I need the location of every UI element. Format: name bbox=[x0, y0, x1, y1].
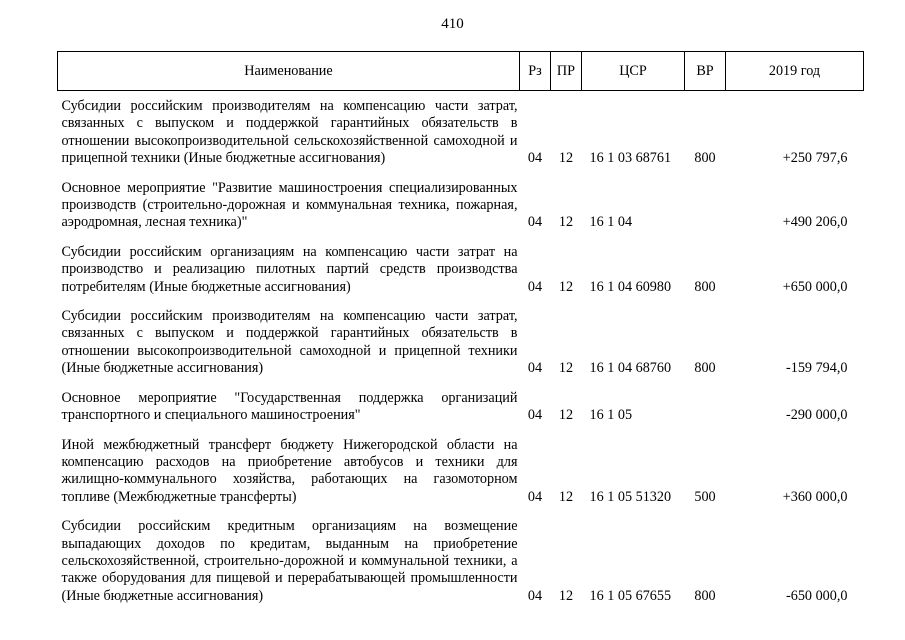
row-rz: 04 bbox=[527, 214, 543, 231]
row-vr: 800 bbox=[694, 360, 716, 377]
header-pr: ПР bbox=[551, 52, 582, 91]
budget-table bbox=[57, 51, 864, 608]
row-csr: 16 1 05 67655 bbox=[589, 587, 672, 604]
header-rz: Рз bbox=[520, 52, 551, 91]
table-row bbox=[58, 428, 864, 510]
row-rz: 04 bbox=[527, 278, 543, 295]
table-header bbox=[58, 52, 864, 91]
header-year: 2019 год bbox=[726, 52, 864, 91]
row-amount: +490 206,0 bbox=[782, 214, 848, 231]
row-csr: 16 1 04 68760 bbox=[589, 360, 672, 377]
page-number: 410 bbox=[441, 16, 464, 32]
row-vr: 800 bbox=[694, 150, 716, 167]
row-vr bbox=[685, 171, 726, 235]
row-vr: 800 bbox=[694, 278, 716, 295]
row-amount: -650 000,0 bbox=[786, 587, 848, 604]
row-amount: +250 797,6 bbox=[782, 150, 848, 167]
row-rz: 04 bbox=[527, 150, 543, 167]
row-pr: 12 bbox=[558, 278, 574, 295]
row-amount: -290 000,0 bbox=[786, 407, 848, 424]
row-pr: 12 bbox=[558, 587, 574, 604]
table-row bbox=[58, 509, 864, 608]
row-rz: 04 bbox=[527, 360, 543, 377]
row-name: Субсидии российским производителям на компенсацию части затрат, связанных с выпуском и поддержкой гарантийных обязательств в отношении высокопроизводительной сельскохозяйственной самоходной и прицепной техники (Иные бюджетные ассигнования) bbox=[61, 98, 518, 167]
row-rz: 04 bbox=[527, 587, 543, 604]
table-row bbox=[58, 299, 864, 381]
table-row bbox=[58, 171, 864, 235]
row-pr: 12 bbox=[558, 488, 574, 505]
row-csr: 16 1 03 68761 bbox=[589, 150, 672, 167]
row-vr bbox=[685, 381, 726, 428]
header-vr: ВР bbox=[685, 52, 726, 91]
row-rz: 04 bbox=[527, 488, 543, 505]
row-name: Основное мероприятие "Развитие машиностроения специализированных производств (строительно-дорожная и коммунальная техника, пожарная, аэродромная, лесная техника)" bbox=[61, 179, 518, 231]
table-row bbox=[58, 91, 864, 171]
row-vr: 500 bbox=[694, 488, 716, 505]
table-row bbox=[58, 381, 864, 428]
row-csr: 16 1 05 51320 bbox=[589, 488, 672, 505]
header-name: Наименование bbox=[58, 52, 520, 91]
row-amount: +650 000,0 bbox=[782, 278, 848, 295]
table-row bbox=[58, 235, 864, 299]
row-name: Основное мероприятие "Государственная поддержка организаций транспортного и специального машиностроения" bbox=[61, 389, 518, 424]
row-pr: 12 bbox=[558, 150, 574, 167]
row-rz: 04 bbox=[527, 407, 543, 424]
row-csr: 16 1 05 bbox=[589, 407, 633, 424]
table-body bbox=[58, 91, 864, 609]
row-name: Субсидии российским организациям на компенсацию части затрат на производство и реализацию пилотных партий средств производства потребителям (Иные бюджетные ассигнования) bbox=[61, 243, 518, 295]
row-pr: 12 bbox=[558, 214, 574, 231]
row-amount: -159 794,0 bbox=[786, 360, 848, 377]
row-csr: 16 1 04 bbox=[589, 214, 633, 231]
row-name: Иной межбюджетный трансферт бюджету Нижегородской области на компенсацию расходов на приобретение автобусов и техники для жилищно-коммунального хозяйства, работающих на газомоторном топливе (Межбюджетные трансферты) bbox=[61, 436, 518, 505]
row-pr: 12 bbox=[558, 360, 574, 377]
header-csr: ЦСР bbox=[582, 52, 685, 91]
row-name: Субсидии российским кредитным организациям на возмещение выпадающих доходов по кредитам, выданным на приобретение сельскохозяйственной, строительно-дорожной и коммунальной техники, а также оборудования для пищевой и перерабатывающей промышленности (Иные бюджетные ассигнования) bbox=[61, 518, 518, 604]
row-csr: 16 1 04 60980 bbox=[589, 278, 672, 295]
row-vr: 800 bbox=[694, 587, 716, 604]
row-amount: +360 000,0 bbox=[782, 488, 848, 505]
row-pr: 12 bbox=[558, 407, 574, 424]
row-name: Субсидии российским производителям на компенсацию части затрат, связанных с выпуском и поддержкой гарантийных обязательств в отношении высокопроизводительной самоходной и прицепной техники (Иные бюджетные ассигнования) bbox=[61, 308, 518, 377]
